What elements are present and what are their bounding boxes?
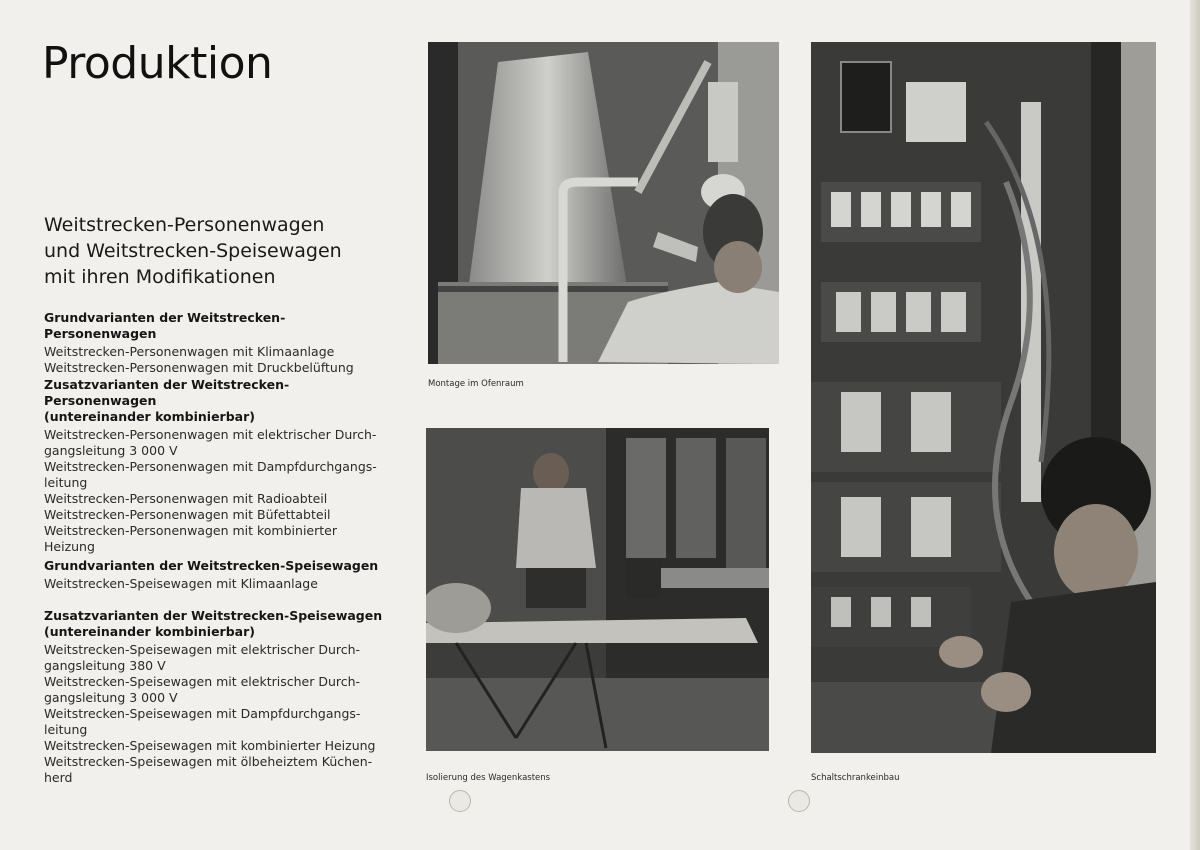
list-item: gangsleitung 3 000 V — [44, 443, 178, 458]
section-heading-sub: (untereinander kombinierbar) — [44, 624, 255, 639]
section-grundvarianten-personenwagen — [44, 310, 389, 376]
list-item: Weitstrecken-Personenwagen mit elektrischer Durch- — [44, 427, 377, 442]
list-item: herd — [44, 770, 73, 785]
punch-hole — [449, 790, 471, 812]
caption-photo2: Isolierung des Wagenkastens — [426, 773, 551, 783]
list-item: Weitstrecken-Personenwagen mit Radioabteil — [44, 491, 328, 506]
page-subtitle — [44, 212, 374, 290]
page-title: Produktion — [42, 38, 273, 89]
list-item: leitung — [44, 722, 88, 737]
subtitle-line: Weitstrecken-Personenwagen — [44, 214, 325, 236]
photo-montage-ofenraum — [428, 42, 779, 364]
list-item: gangsleitung 3 000 V — [44, 690, 178, 705]
caption-photo3: Schaltschrankeinbau — [811, 773, 900, 783]
caption-photo1: Montage im Ofenraum — [428, 379, 524, 389]
section-heading: Zusatzvarianten der Weitstrecken-Speisewagen — [44, 608, 383, 623]
subtitle-line: und Weitstrecken-Speisewagen — [44, 240, 342, 262]
list-item: Weitstrecken-Personenwagen mit kombinierter — [44, 523, 337, 538]
list-item: Weitstrecken-Personenwagen mit Klimaanlage — [44, 344, 335, 359]
section-heading: Grundvarianten der Weitstrecken-Personenwagen — [44, 310, 286, 341]
list-item: Heizung — [44, 539, 95, 554]
punch-hole — [788, 790, 810, 812]
list-item: gangsleitung 380 V — [44, 658, 166, 673]
list-item: Weitstrecken-Personenwagen mit Büfettabteil — [44, 507, 331, 522]
list-item: Weitstrecken-Speisewagen mit kombinierter Heizung — [44, 738, 376, 753]
list-item: Weitstrecken-Speisewagen mit elektrischer Durch- — [44, 642, 361, 657]
section-heading: Grundvarianten der Weitstrecken-Speisewagen — [44, 558, 379, 573]
page-edge — [1190, 0, 1200, 850]
photo-isolierung-wagenkasten — [426, 428, 769, 751]
section-zusatzvarianten-speisewagen — [44, 608, 389, 786]
section-heading: Zusatzvarianten der Weitstrecken-Personenwagen — [44, 377, 290, 408]
section-zusatzvarianten-personenwagen — [44, 377, 389, 555]
list-item: leitung — [44, 475, 88, 490]
section-heading-sub: (untereinander kombinierbar) — [44, 409, 255, 424]
section-grundvarianten-speisewagen — [44, 558, 389, 592]
photo-schaltschrankeinbau — [811, 42, 1156, 753]
list-item: Weitstrecken-Speisewagen mit ölbeheiztem Küchen- — [44, 754, 373, 769]
list-item: Weitstrecken-Speisewagen mit elektrischer Durch- — [44, 674, 361, 689]
list-item: Weitstrecken-Speisewagen mit Klimaanlage — [44, 576, 318, 591]
list-item: Weitstrecken-Speisewagen mit Dampfdurchgangs- — [44, 706, 361, 721]
list-item: Weitstrecken-Personenwagen mit Druckbelüftung — [44, 360, 354, 375]
list-item: Weitstrecken-Personenwagen mit Dampfdurchgangs- — [44, 459, 377, 474]
subtitle-line: mit ihren Modifikationen — [44, 266, 276, 288]
